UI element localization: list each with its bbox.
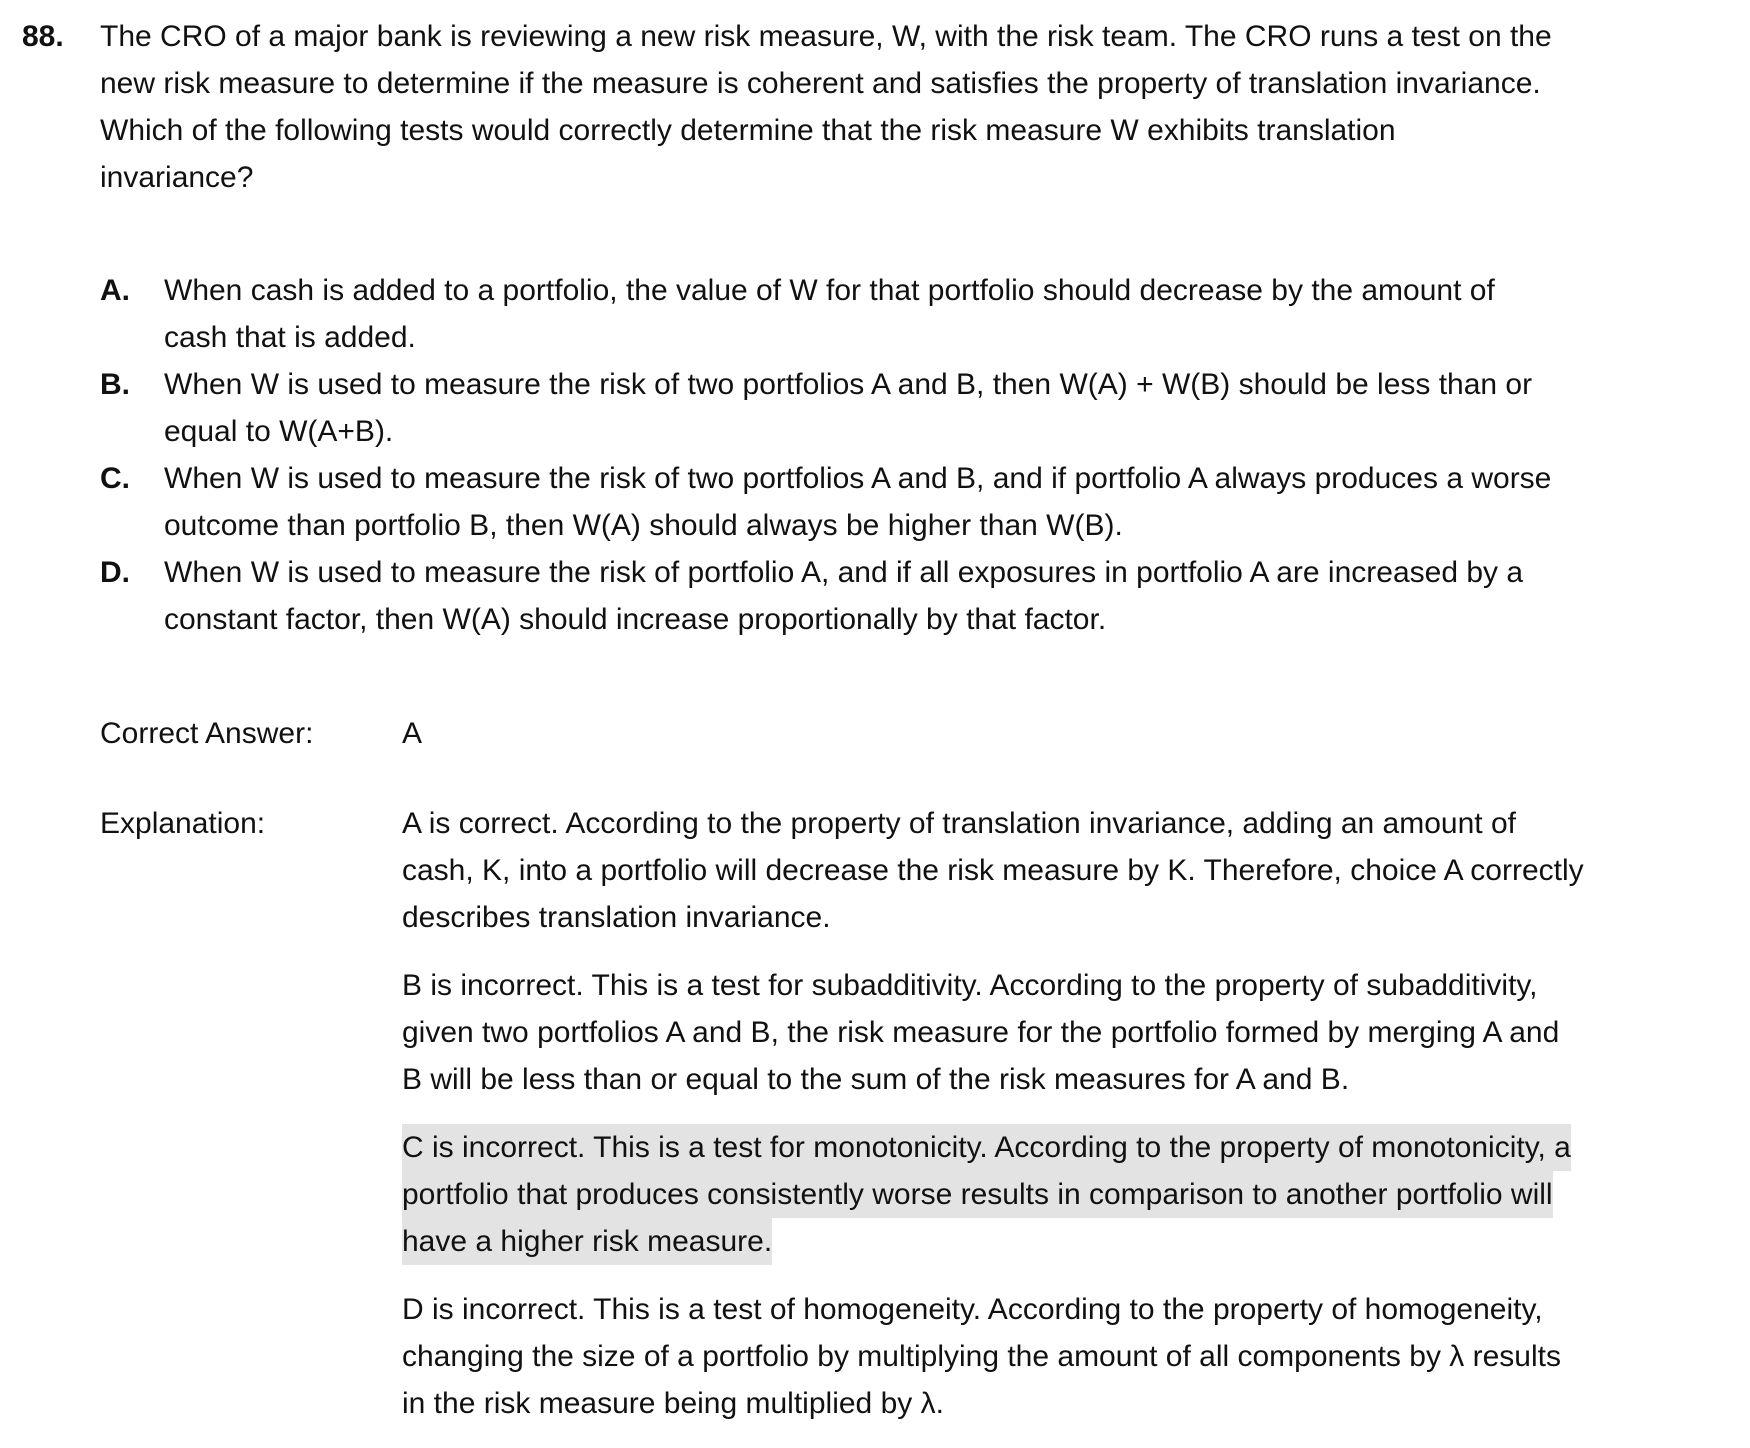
correct-answer-value: A bbox=[402, 717, 423, 750]
question-stem bbox=[100, 13, 1730, 201]
question-stem-line: Which of the following tests would correctly determine that the risk measure W exhibits translation bbox=[100, 114, 1396, 147]
question-stem-line: new risk measure to determine if the measure is coherent and satisfies the property of translation invariance. bbox=[100, 67, 1541, 100]
explanation-line: have a higher risk measure. bbox=[402, 1218, 772, 1265]
choice-text-line: When W is used to measure the risk of two portfolios A and B, then W(A) + W(B) should be less than or bbox=[164, 368, 1533, 401]
choice-text-line: outcome than portfolio B, then W(A) should always be higher than W(B). bbox=[164, 509, 1123, 542]
explanation-line: in the risk measure being multiplied by λ. bbox=[402, 1387, 944, 1420]
choice-text-line: When W is used to measure the risk of two portfolios A and B, and if portfolio A always produces a worse bbox=[164, 462, 1552, 495]
explanation-line: cash, K, into a portfolio will decrease the risk measure by K. Therefore, choice A correctly bbox=[402, 854, 1584, 887]
explanation-line: describes translation invariance. bbox=[402, 901, 831, 934]
explanation-paragraph-c-highlighted bbox=[402, 1124, 1750, 1265]
question-stem-line: The CRO of a major bank is reviewing a new risk measure, W, with the risk team. The CRO runs a test on the bbox=[100, 20, 1552, 53]
question-number: 88. bbox=[22, 20, 64, 53]
explanation-line: changing the size of a portfolio by multiplying the amount of all components by λ results bbox=[402, 1340, 1561, 1373]
choice-letter: B. bbox=[100, 368, 130, 401]
explanation-paragraph-d bbox=[402, 1286, 1750, 1427]
choice-c bbox=[100, 455, 1740, 549]
choice-d bbox=[100, 549, 1740, 643]
explanation-line: given two portfolios A and B, the risk measure for the portfolio formed by merging A and bbox=[402, 1016, 1560, 1049]
explanation-line: A is correct. According to the property of translation invariance, adding an amount of bbox=[402, 807, 1516, 840]
choice-b bbox=[100, 361, 1740, 455]
choice-text-line: When cash is added to a portfolio, the value of W for that portfolio should decrease by the amount of bbox=[164, 274, 1495, 307]
choice-a bbox=[100, 267, 1740, 361]
answer-choices bbox=[100, 267, 1740, 643]
explanation-line: B will be less than or equal to the sum of the risk measures for A and B. bbox=[402, 1063, 1350, 1096]
explanation-line: C is incorrect. This is a test for monotonicity. According to the property of monotonicity, a bbox=[402, 1124, 1571, 1171]
choice-letter: A. bbox=[100, 274, 130, 307]
explanation-line: portfolio that produces consistently worse results in comparison to another portfolio will bbox=[402, 1171, 1553, 1218]
explanation-body bbox=[402, 800, 1750, 1448]
choice-text-line: cash that is added. bbox=[164, 321, 416, 354]
explanation-line: B is incorrect. This is a test for subadditivity. According to the property of subadditivity, bbox=[402, 969, 1538, 1002]
question-stem-line: invariance? bbox=[100, 161, 254, 194]
choice-letter: C. bbox=[100, 462, 130, 495]
choice-letter: D. bbox=[100, 556, 130, 589]
explanation-paragraph-a bbox=[402, 800, 1750, 941]
explanation-paragraph-b bbox=[402, 962, 1750, 1103]
choice-text-line: equal to W(A+B). bbox=[164, 415, 394, 448]
choice-text-line: constant factor, then W(A) should increase proportionally by that factor. bbox=[164, 603, 1107, 636]
choice-text-line: When W is used to measure the risk of portfolio A, and if all exposures in portfolio A are increased by a bbox=[164, 556, 1524, 589]
explanation-label: Explanation: bbox=[100, 807, 266, 840]
correct-answer-label: Correct Answer: bbox=[100, 717, 314, 750]
explanation-line: D is incorrect. This is a test of homogeneity. According to the property of homogeneity, bbox=[402, 1293, 1543, 1326]
